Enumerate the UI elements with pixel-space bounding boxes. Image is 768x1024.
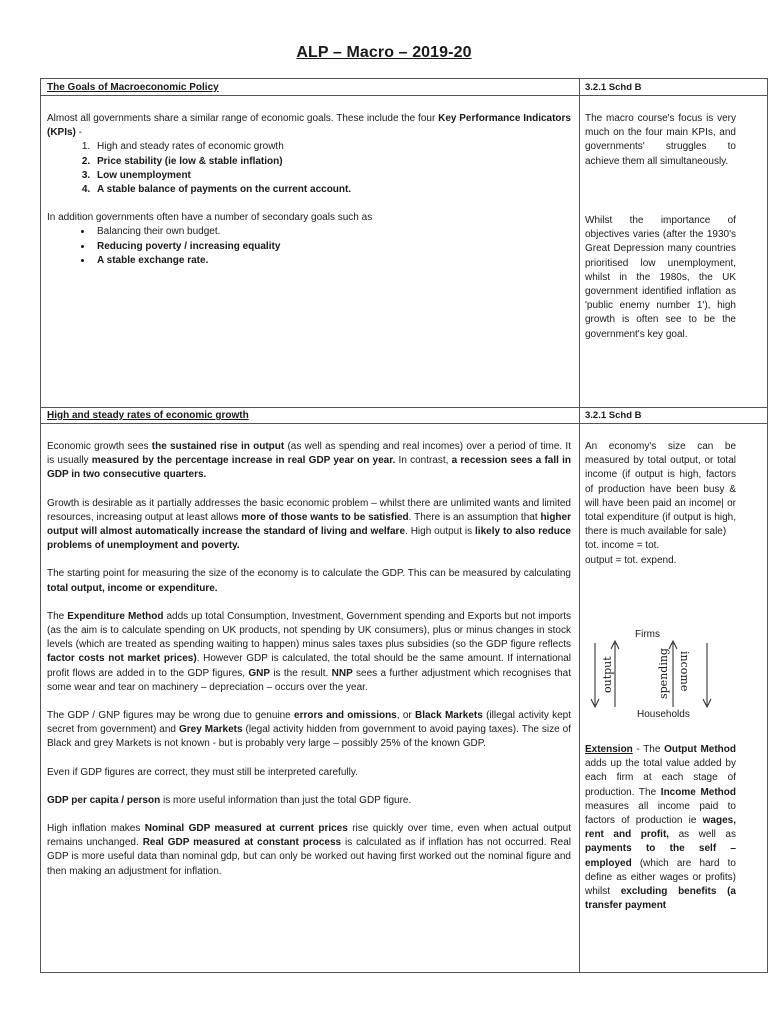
bold-text: Income Method [660,786,736,798]
kpi-list [47,140,571,197]
goals-note-2: Whilst the importance of objectives varies (after the 1930's Great Depression many countries prioritised low unemployment, whilst in the 1980s, the UK government identified inflation as 'public enemy number 1'), high growth is often see to be the government's key goal. [585,215,736,340]
text-run: (which are hard to define as either wages or profits) whilst [585,857,736,898]
bold-text: Grey Markets [178,724,243,736]
bold-text: higher output will almost automatically increase the standard of living and welfare [47,511,571,538]
bold-text: GDP per capita / person [47,794,161,806]
text-run: (illegal activity kept secret from government) and [47,710,572,736]
text-run: . There is an assumption that [408,511,541,523]
text-run: . High output is [405,526,476,538]
section-ref-goals: 3.2.1 Schd B [585,82,642,93]
paragraph [47,567,571,595]
row-divider [41,407,767,408]
bold-text: Expenditure Method [67,610,164,622]
text-run: (as well as spending and real incomes) over a period of time. It is usually [47,441,571,467]
secondary-intro: In addition governments often have a number of secondary goals such as [47,212,373,224]
firms-label: Firms [635,629,660,640]
paragraph [47,794,571,808]
growth-body [47,440,571,879]
bold-text: the sustained rise in output [151,441,285,452]
secondary-goals-list [47,225,571,268]
handwritten-spending: spending [657,648,670,699]
paragraph [47,440,571,483]
extension-note [585,743,736,913]
text-run: adds up the total value added by each firm at each stage of production. The [585,758,736,798]
text-run: is calculated as if inflation has not occurred. Real GDP is more useful data than nominal gdp, but can only be worked out having first worked out the nominal figure and then making an adjustment for inflation. [47,837,571,877]
paragraph [47,497,571,554]
section-heading-goals: The Goals of Macroeconomic Policy [47,82,219,93]
bold-text: payments to the self – employed [585,843,736,869]
text-run: The GDP / GNP figures may be wrong due to genuine [47,710,295,722]
bold-text: likely to also reduce problems of unemployment and poverty. [47,526,571,552]
bold-text: Extension [585,744,633,755]
text-run: adds up total Consumption, Investment, Government spending and Exports but not imports (as the aim is to calculate spending on UK products, not spending by UK consumers), plus or minus changes in stock levels (which are treated as spending waiting to happen) minus sales taxes plus subsidies (so the GDP figure reflects [47,610,571,651]
bold-text: Real GDP measured at constant process [142,837,342,849]
list-item: 1. High and steady rates of economic growth [93,140,571,154]
bold-text: more of those wants to be satisfied [241,511,409,523]
households-label: Households [637,709,690,720]
text-run: as well as [669,829,736,841]
bold-text: excluding benefits (a transfer payment [585,886,736,912]
bold-text: factor costs not market prices) [47,653,197,665]
text-run: is the result. [270,667,332,679]
section-heading-growth: High and steady rates of economic growth [47,410,249,421]
paragraph [47,822,571,879]
paragraph [47,709,571,752]
bold-text: NNP [331,667,353,679]
goals-body [47,112,571,268]
paragraph [47,610,571,695]
bold-text: errors and omissions [294,710,397,722]
notes-table [40,78,768,973]
bold-text: wages, rent and profit, [585,815,736,841]
section-ref-growth: 3.2.1 Schd B [585,410,642,421]
text-run: High inflation makes [47,823,145,835]
bold-text: GNP [248,667,271,679]
text-run: The starting point for measuring the size of the economy is to calculate the GDP. This can be measured by calculating [47,568,571,580]
text-run: measures all income paid to factors of production ie [585,800,736,827]
text-run: sees a further adjustment which recognises that some wear and tear on machinery – depreciation – occurs over the year. [47,667,572,693]
list-item: • Reducing poverty / increasing equality [93,240,571,254]
text-run: , or [396,710,415,722]
list-item: • A stable exchange rate. [93,254,571,268]
text-run: Growth is desirable as it partially addresses the basic economic problem – whilst there are unlimited wants and limited resources, increasing output at least allows [47,497,571,523]
growth-note: An economy's size can be measured by total output, or total income (if output is high, factors of production have been busy & will have been paid an income| or total expenditure (if output is high, there is much available for sale) tot. income = tot. output = tot. expend. [585,441,736,566]
list-item: 2. Price stability (ie low & stable inflation) [93,155,571,169]
circular-flow-diagram [585,629,736,721]
bold-text: Output Method [664,744,736,755]
text-run: rise quickly over time, even when actual output remains unchanged. [47,823,571,849]
text-run: (legal activity hidden from government to avoid paying taxes). The size of Black and grey Markets is not known - but is probably very large – possibly 25% of the known GDP. [47,724,572,750]
text-run: . However GDP is calculated, the total should be the same amount. If international profit flows are added in to the GDP figures, [47,653,571,679]
text-run: Even if GDP figures are correct, they must still be interpreted carefully. [47,766,358,778]
text-run: - The [632,744,665,755]
bold-text: measured by the percentage increase in real GDP year on year. [91,455,396,467]
goals-note-1: The macro course's focus is very much on the four main KPIs, and governments' struggles to achieve them all simultaneously. [585,113,736,167]
text-run: In contrast, [395,455,452,467]
paragraph [47,766,571,780]
handwritten-income: income [678,651,691,692]
list-item: • Balancing their own budget. [93,225,571,239]
handwritten-output: output [601,656,614,693]
text-run: Economic growth sees [47,441,152,452]
list-item: 4. A stable balance of payments on the current account. [93,183,571,197]
goals-intro: Almost all governments share a similar range of economic goals. These include the four Key Performance Indicators (KPIs) - [47,113,571,139]
bold-text: total output, income or expenditure. [47,582,218,594]
text-run: is more useful information than just the total GDP figure. [160,794,412,806]
list-item: 3. Low unemployment [93,169,571,183]
text-run: The [47,610,68,622]
column-divider [579,79,580,972]
bold-text: Black Markets [415,710,483,722]
bold-text: a recession sees a fall in GDP in two consecutive quarters. [47,455,572,481]
page-title: ALP – Macro – 2019-20 [296,44,472,61]
bold-text: Nominal GDP measured at current prices [144,823,348,835]
